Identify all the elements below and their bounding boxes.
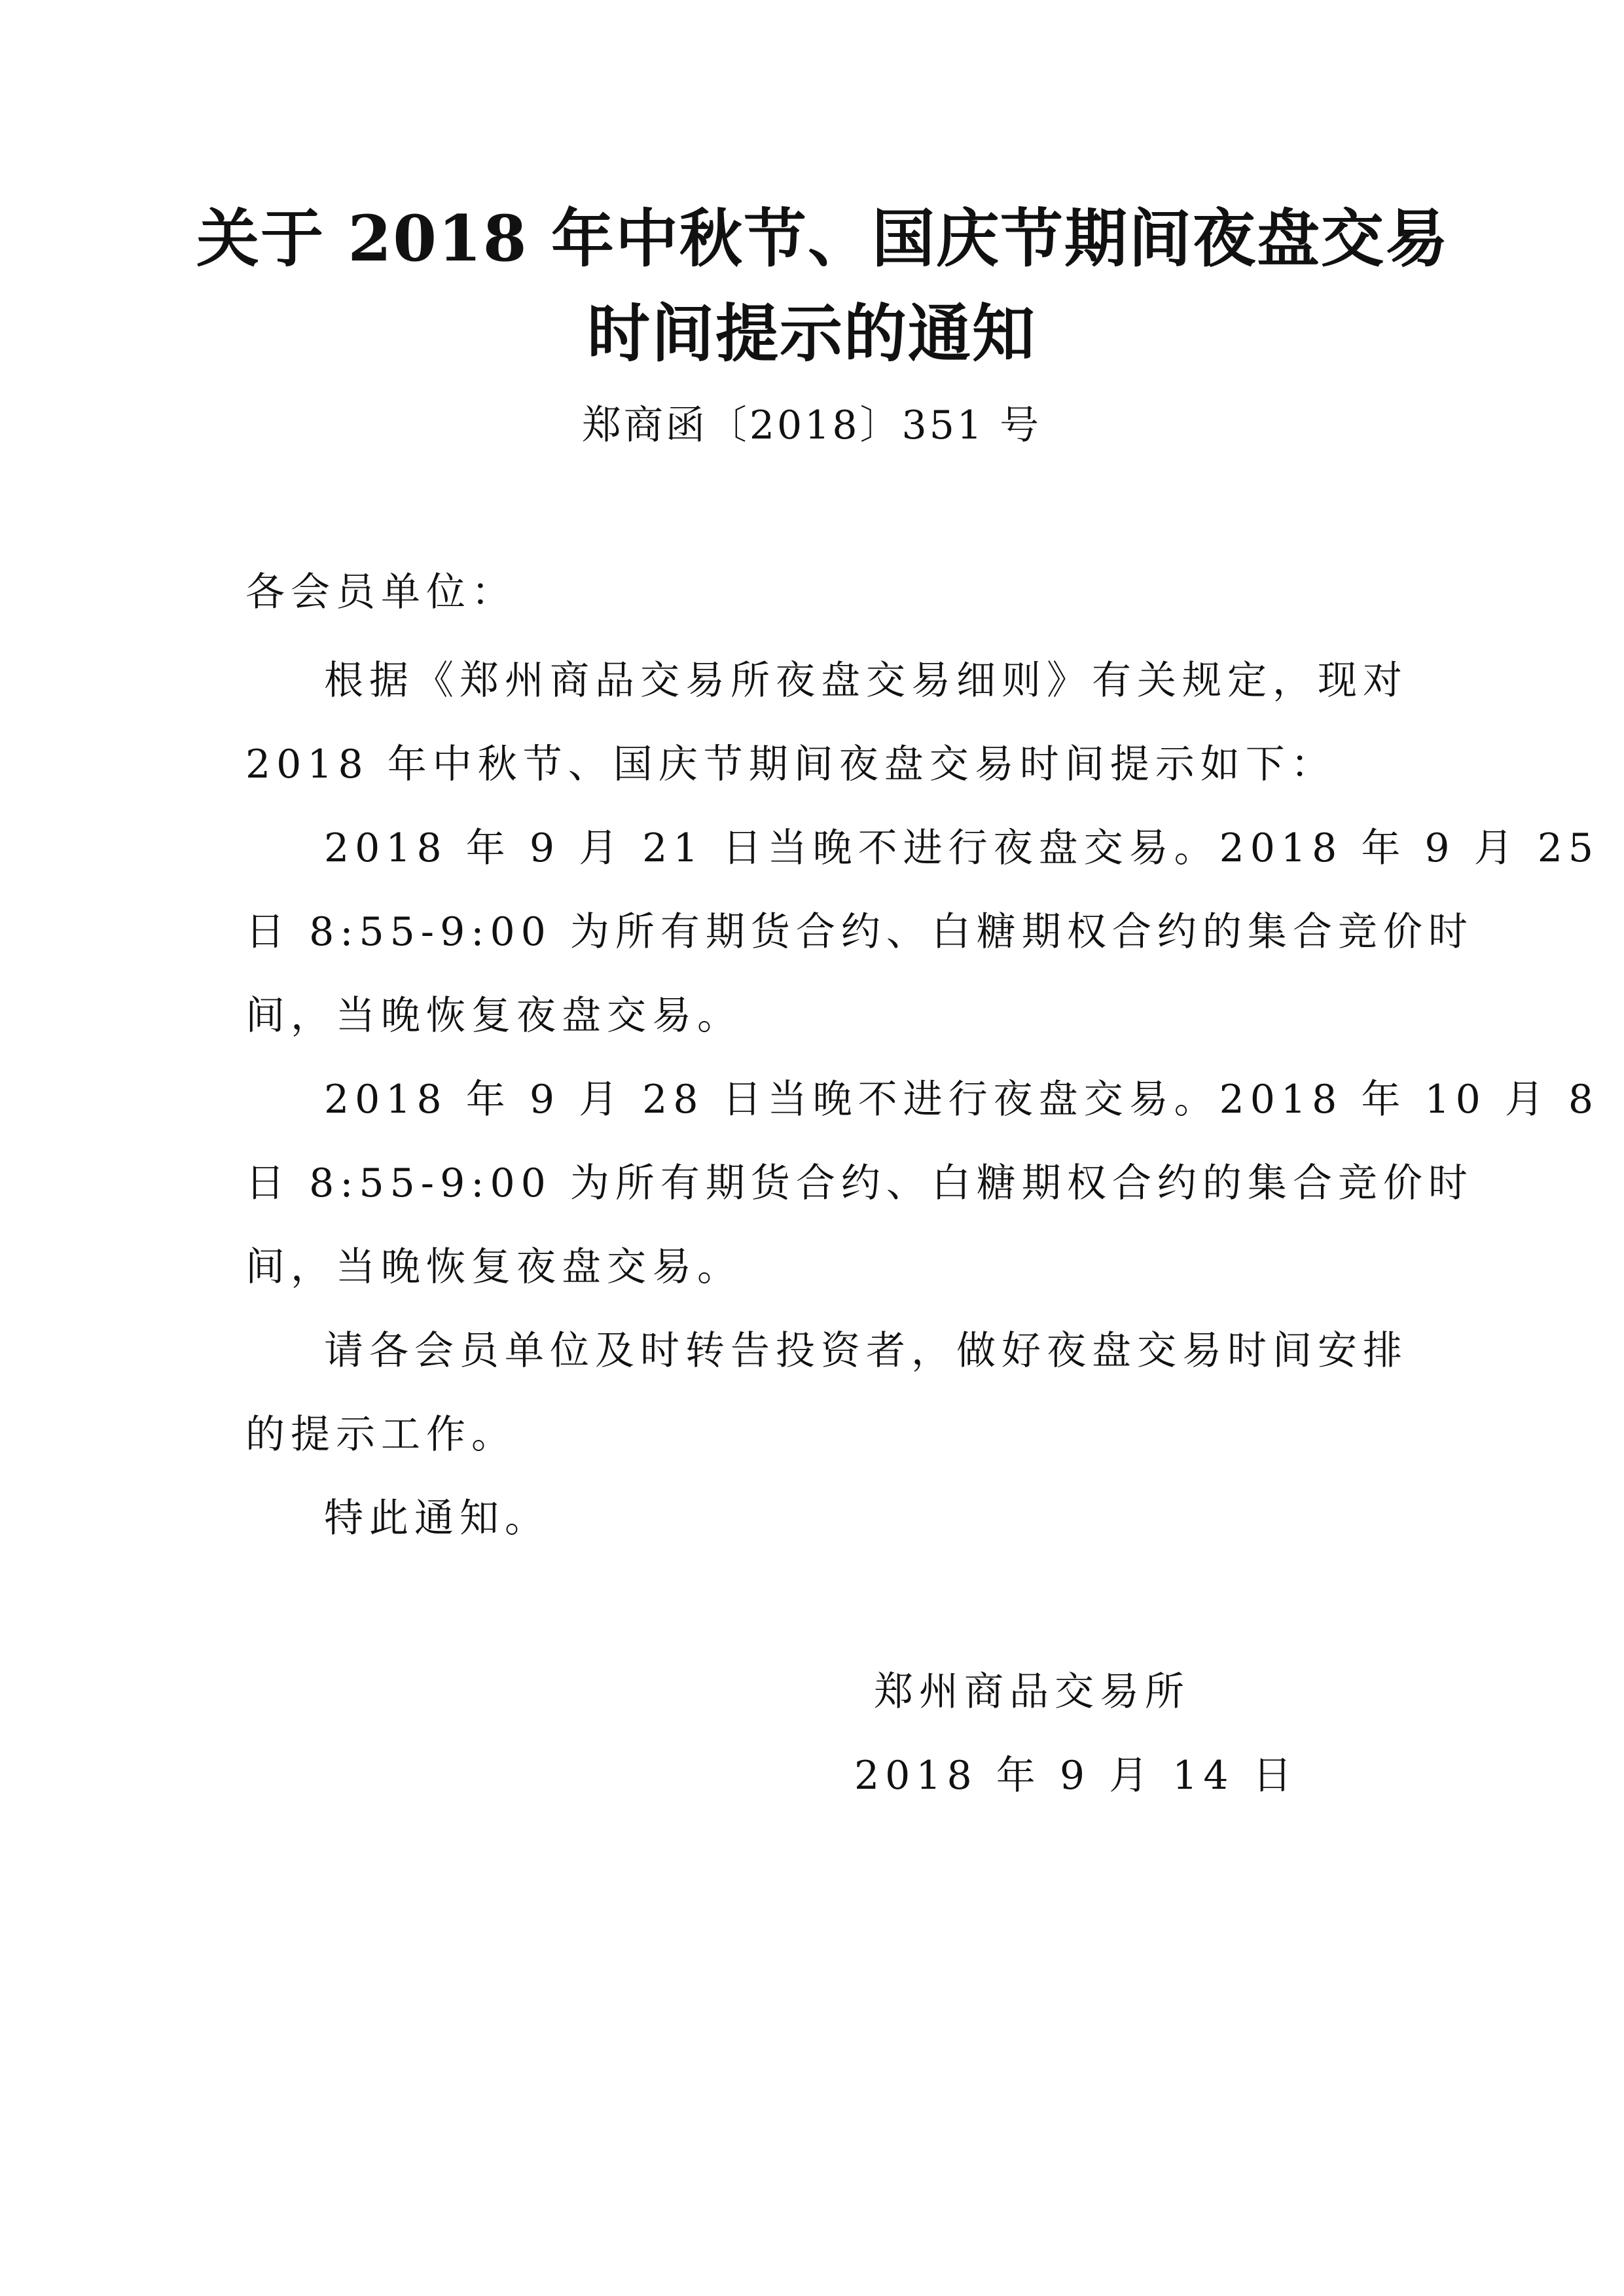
body-line: 2018 年 9 月 21 日当晚不进行夜盘交易。2018 年 9 月 25 [324, 825, 1600, 871]
issuer-name: 郑州商品交易所 [874, 1669, 1190, 1715]
body-line: 2018 年 9 月 28 日当晚不进行夜盘交易。2018 年 10 月 8 [324, 1077, 1600, 1122]
body-line: 日 8:55-9:00 为所有期货合约、白糖期权合约的集合竞价时 [245, 1160, 1473, 1206]
body-line: 间，当晚恢复夜盘交易。 [245, 993, 742, 1039]
body-line: 日 8:55-9:00 为所有期货合约、白糖期权合约的集合竞价时 [245, 909, 1473, 955]
document-title-line-1: 关于 2018 年中秋节、国庆节期间夜盘交易 [196, 202, 1450, 276]
body-line: 2018 年中秋节、国庆节期间夜盘交易时间提示如下： [245, 742, 1336, 787]
document-number: 郑商函〔2018〕351 号 [581, 403, 1042, 448]
document-title-line-2: 时间提示的通知 [587, 296, 1036, 370]
salutation: 各会员单位： [245, 569, 516, 615]
issue-date: 2018 年 9 月 14 日 [854, 1753, 1298, 1799]
closing-line: 特此通知。 [324, 1496, 550, 1541]
body-line: 间，当晚恢复夜盘交易。 [245, 1244, 742, 1290]
body-line: 的提示工作。 [245, 1412, 516, 1458]
body-line: 请各会员单位及时转告投资者，做好夜盘交易时间安排 [324, 1328, 1408, 1374]
body-line: 根据《郑州商品交易所夜盘交易细则》有关规定，现对 [324, 658, 1408, 704]
